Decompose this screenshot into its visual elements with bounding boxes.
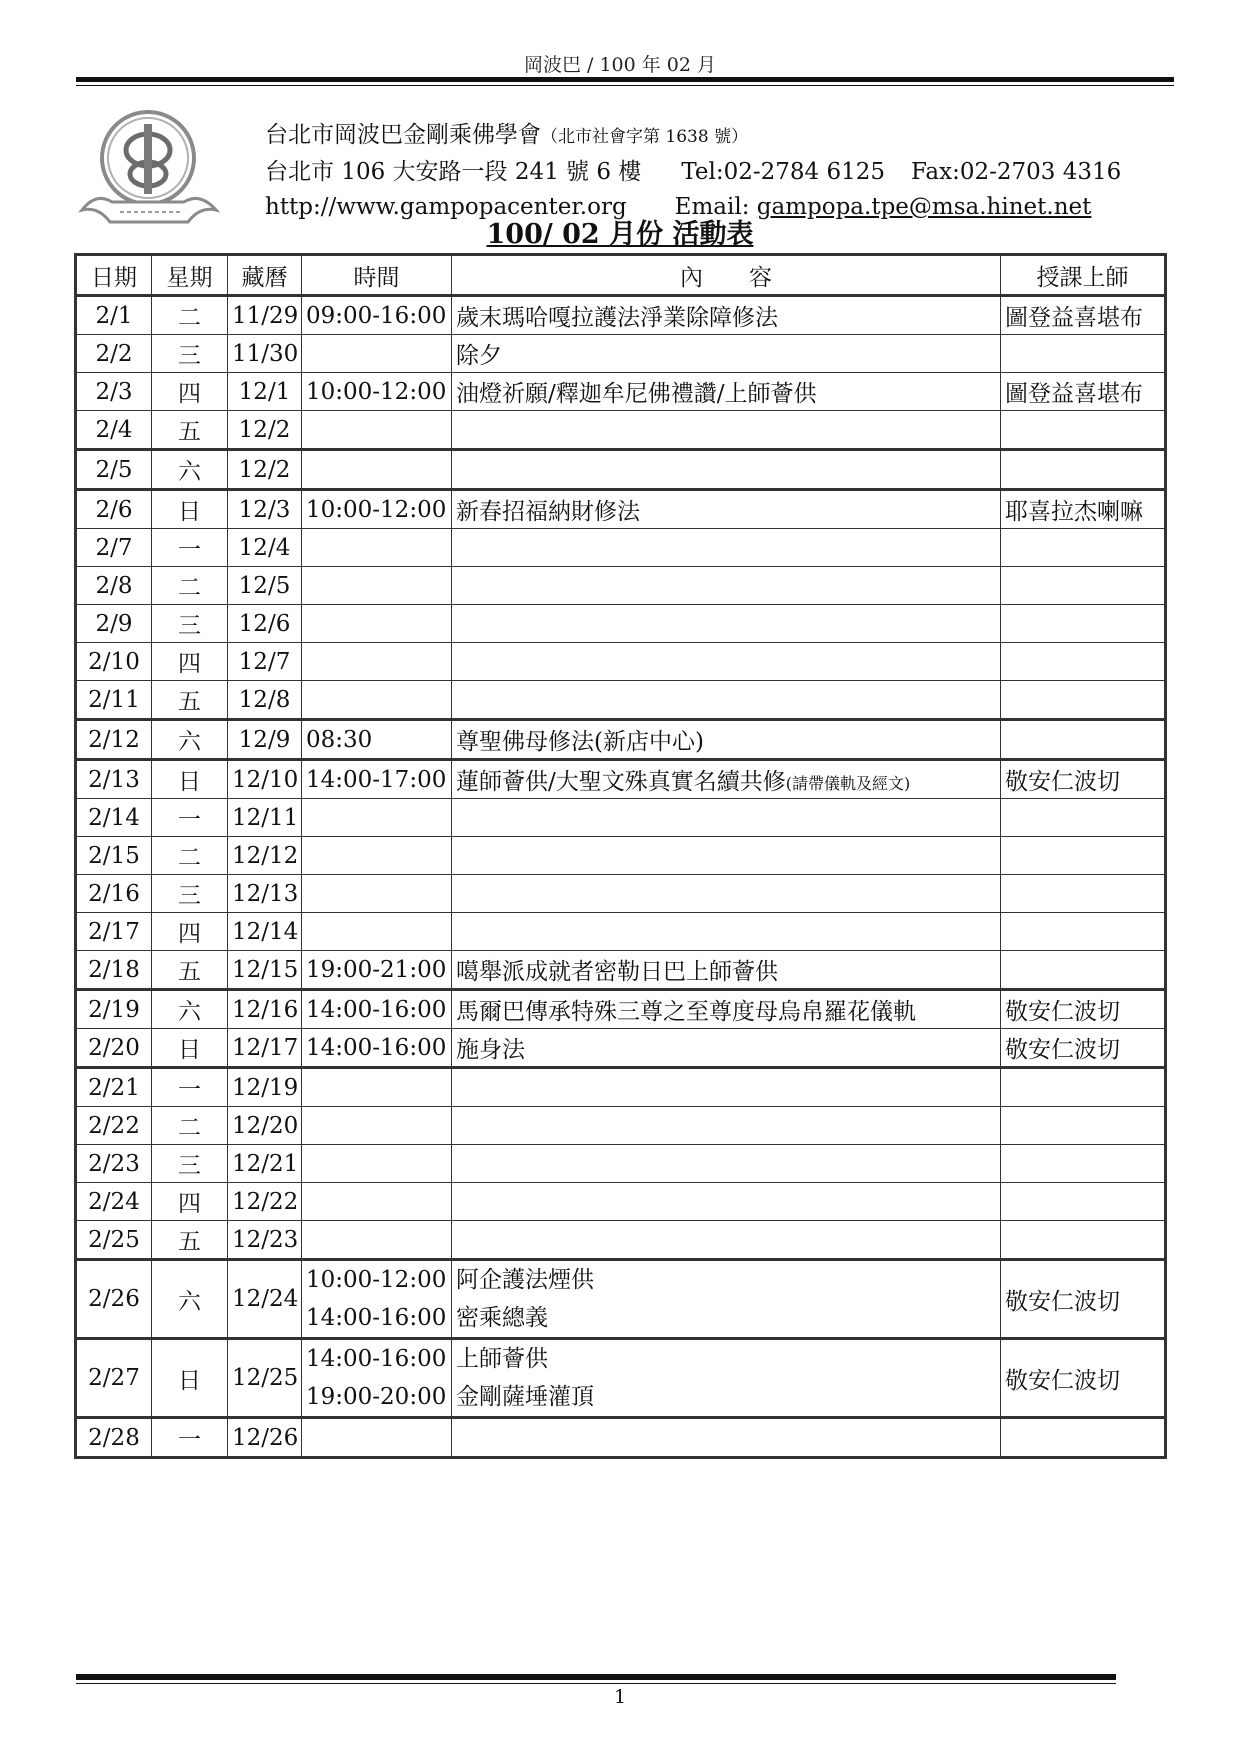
cell-day: 日 xyxy=(152,490,228,529)
cell-date: 2/26 xyxy=(76,1260,152,1339)
cell-content xyxy=(452,1221,1001,1260)
cell-time-line-2: 14:00-16:00 xyxy=(306,1305,447,1331)
cell-time xyxy=(302,1145,452,1183)
cell-teacher xyxy=(1001,913,1166,951)
organization-info xyxy=(265,118,1121,225)
content-note: (請帶儀軌及經文) xyxy=(785,774,911,793)
content-text: 蓮師薈供/大聖文殊真實名續共修 xyxy=(456,769,786,795)
cell-day: 一 xyxy=(152,799,228,837)
cell-day: 三 xyxy=(152,1145,228,1183)
running-header: 岡波巴 / 100 年 02 月 xyxy=(523,54,717,76)
cell-date: 2/23 xyxy=(76,1145,152,1183)
cell-tibetan-date: 12/17 xyxy=(228,1029,302,1068)
cell-content xyxy=(452,643,1001,681)
cell-content xyxy=(452,837,1001,875)
header-rule-thin xyxy=(76,85,1174,86)
schedule-table xyxy=(74,253,1167,1459)
cell-teacher xyxy=(1001,799,1166,837)
cell-time xyxy=(302,567,452,605)
cell-content-line-1: 上師薈供 xyxy=(456,1346,548,1372)
cell-content xyxy=(452,760,1001,799)
cell-content xyxy=(452,411,1001,450)
cell-time: 14:00-16:00 xyxy=(302,1029,452,1068)
cell-time xyxy=(302,1183,452,1221)
cell-date: 2/8 xyxy=(76,567,152,605)
cell-tibetan-date: 12/6 xyxy=(228,605,302,643)
cell-day: 五 xyxy=(152,681,228,720)
table-row xyxy=(76,643,1166,681)
table-row xyxy=(76,1145,1166,1183)
cell-content xyxy=(452,450,1001,490)
cell-date: 2/3 xyxy=(76,373,152,411)
cell-content-line-2: 金剛薩埵灌頂 xyxy=(456,1384,594,1410)
cell-teacher xyxy=(1001,450,1166,490)
table-row xyxy=(76,490,1166,529)
cell-day: 二 xyxy=(152,567,228,605)
cell-time: 10:00-12:00 xyxy=(302,490,452,529)
cell-content xyxy=(452,1068,1001,1107)
table-row xyxy=(76,529,1166,567)
cell-tibetan-date: 12/1 xyxy=(228,373,302,411)
header-day: 星期 xyxy=(152,255,228,296)
cell-time xyxy=(302,1339,452,1418)
cell-tibetan-date: 12/19 xyxy=(228,1068,302,1107)
cell-tibetan-date: 12/3 xyxy=(228,490,302,529)
cell-teacher xyxy=(1001,567,1166,605)
cell-time-line-1: 14:00-16:00 xyxy=(306,1346,447,1372)
cell-day: 三 xyxy=(152,335,228,373)
cell-date: 2/25 xyxy=(76,1221,152,1260)
cell-time: 14:00-17:00 xyxy=(302,760,452,799)
org-registration: （北市社會字第 1638 號） xyxy=(541,127,749,147)
cell-time xyxy=(302,335,452,373)
cell-date: 2/15 xyxy=(76,837,152,875)
cell-tibetan-date: 12/8 xyxy=(228,681,302,720)
cell-day: 一 xyxy=(152,529,228,567)
cell-day: 三 xyxy=(152,875,228,913)
cell-tibetan-date: 12/15 xyxy=(228,951,302,990)
cell-date: 2/27 xyxy=(76,1339,152,1418)
cell-day: 六 xyxy=(152,450,228,490)
cell-day: 五 xyxy=(152,411,228,450)
table-row xyxy=(76,990,1166,1029)
cell-teacher xyxy=(1001,1107,1166,1145)
table-row xyxy=(76,335,1166,373)
cell-time-line-1: 10:00-12:00 xyxy=(306,1267,447,1293)
header-date: 日期 xyxy=(76,255,152,296)
cell-tibetan-date: 12/24 xyxy=(228,1260,302,1339)
cell-date: 2/7 xyxy=(76,529,152,567)
table-row xyxy=(76,760,1166,799)
cell-teacher xyxy=(1001,529,1166,567)
cell-tibetan-date: 12/5 xyxy=(228,567,302,605)
org-fax: Fax:02-2703 4316 xyxy=(911,159,1122,185)
cell-content xyxy=(452,1183,1001,1221)
cell-day: 日 xyxy=(152,1029,228,1068)
cell-teacher: 耶喜拉杰喇嘛 xyxy=(1001,490,1166,529)
cell-date: 2/6 xyxy=(76,490,152,529)
cell-tibetan-date: 12/22 xyxy=(228,1183,302,1221)
table-row xyxy=(76,450,1166,490)
cell-teacher xyxy=(1001,951,1166,990)
cell-day: 五 xyxy=(152,1221,228,1260)
cell-content xyxy=(452,875,1001,913)
cell-teacher xyxy=(1001,875,1166,913)
table-row xyxy=(76,1029,1166,1068)
cell-date: 2/19 xyxy=(76,990,152,1029)
cell-date: 2/12 xyxy=(76,720,152,760)
cell-content-line-2: 密乘總義 xyxy=(456,1305,548,1331)
cell-teacher: 敬安仁波切 xyxy=(1001,1029,1166,1068)
cell-tibetan-date: 12/9 xyxy=(228,720,302,760)
cell-teacher: 敬安仁波切 xyxy=(1001,760,1166,799)
org-name: 台北市岡波巴金剛乘佛學會 xyxy=(265,122,541,148)
table-row xyxy=(76,837,1166,875)
footer-rule-thick xyxy=(76,1674,1116,1680)
cell-time xyxy=(302,1221,452,1260)
cell-time xyxy=(302,643,452,681)
header-content: 內 容 xyxy=(452,255,1001,296)
cell-date: 2/1 xyxy=(76,296,152,335)
cell-teacher xyxy=(1001,837,1166,875)
cell-teacher xyxy=(1001,335,1166,373)
cell-teacher: 敬安仁波切 xyxy=(1001,990,1166,1029)
cell-content xyxy=(452,1260,1001,1339)
cell-teacher: 圖登益喜堪布 xyxy=(1001,296,1166,335)
cell-day: 二 xyxy=(152,1107,228,1145)
header-teacher: 授課上師 xyxy=(1001,255,1166,296)
cell-teacher xyxy=(1001,1418,1166,1458)
cell-teacher xyxy=(1001,605,1166,643)
cell-tibetan-date: 12/12 xyxy=(228,837,302,875)
table-row xyxy=(76,567,1166,605)
cell-content xyxy=(452,567,1001,605)
cell-tibetan-date: 12/10 xyxy=(228,760,302,799)
org-website[interactable]: http://www.gampopacenter.org xyxy=(265,194,627,220)
cell-date: 2/22 xyxy=(76,1107,152,1145)
cell-teacher xyxy=(1001,643,1166,681)
cell-day: 四 xyxy=(152,1183,228,1221)
table-row xyxy=(76,720,1166,760)
cell-day: 四 xyxy=(152,643,228,681)
cell-time: 10:00-12:00 xyxy=(302,373,452,411)
cell-content xyxy=(452,1107,1001,1145)
cell-day: 一 xyxy=(152,1418,228,1458)
cell-date: 2/2 xyxy=(76,335,152,373)
cell-time xyxy=(302,1107,452,1145)
cell-date: 2/5 xyxy=(76,450,152,490)
table-row xyxy=(76,1183,1166,1221)
table-row xyxy=(76,913,1166,951)
table-row xyxy=(76,1068,1166,1107)
cell-time xyxy=(302,1068,452,1107)
cell-date: 2/13 xyxy=(76,760,152,799)
cell-content: 油燈祈願/釋迦牟尼佛禮讚/上師薈供 xyxy=(452,373,1001,411)
org-address: 台北市 106 大安路一段 241 號 6 樓 xyxy=(265,159,642,185)
cell-tibetan-date: 12/2 xyxy=(228,450,302,490)
table-row xyxy=(76,1260,1166,1339)
page-number: 1 xyxy=(613,1686,627,1708)
cell-time xyxy=(302,1260,452,1339)
org-email-label: Email: xyxy=(674,194,750,220)
cell-day: 二 xyxy=(152,296,228,335)
cell-tibetan-date: 12/4 xyxy=(228,529,302,567)
table-row xyxy=(76,681,1166,720)
cell-day: 六 xyxy=(152,1260,228,1339)
cell-date: 2/11 xyxy=(76,681,152,720)
cell-time: 08:30 xyxy=(302,720,452,760)
table-header-row xyxy=(76,255,1166,296)
cell-time xyxy=(302,837,452,875)
cell-time xyxy=(302,411,452,450)
cell-day: 一 xyxy=(152,1068,228,1107)
cell-date: 2/4 xyxy=(76,411,152,450)
cell-time xyxy=(302,605,452,643)
cell-tibetan-date: 12/21 xyxy=(228,1145,302,1183)
table-row xyxy=(76,799,1166,837)
cell-date: 2/20 xyxy=(76,1029,152,1068)
cell-date: 2/28 xyxy=(76,1418,152,1458)
table-row xyxy=(76,296,1166,335)
cell-date: 2/9 xyxy=(76,605,152,643)
cell-tibetan-date: 12/23 xyxy=(228,1221,302,1260)
header-tibetan: 藏曆 xyxy=(228,255,302,296)
table-row xyxy=(76,373,1166,411)
cell-date: 2/18 xyxy=(76,951,152,990)
cell-time: 19:00-21:00 xyxy=(302,951,452,990)
cell-content xyxy=(452,529,1001,567)
cell-tibetan-date: 12/14 xyxy=(228,913,302,951)
cell-content xyxy=(452,681,1001,720)
cell-day: 五 xyxy=(152,951,228,990)
cell-day: 六 xyxy=(152,990,228,1029)
table-row xyxy=(76,951,1166,990)
org-tel: Tel:02-2784 6125 xyxy=(681,159,885,185)
cell-tibetan-date: 12/13 xyxy=(228,875,302,913)
cell-teacher: 敬安仁波切 xyxy=(1001,1339,1166,1418)
org-email-link[interactable]: gampopa.tpe@msa.hinet.net xyxy=(756,194,1092,220)
cell-content xyxy=(452,605,1001,643)
cell-time-line-2: 19:00-20:00 xyxy=(306,1384,447,1410)
cell-content xyxy=(452,1418,1001,1458)
cell-time xyxy=(302,681,452,720)
table-row xyxy=(76,1107,1166,1145)
cell-day: 二 xyxy=(152,837,228,875)
cell-content-line-1: 阿企護法煙供 xyxy=(456,1267,594,1293)
cell-content xyxy=(452,799,1001,837)
cell-tibetan-date: 12/11 xyxy=(228,799,302,837)
cell-date: 2/14 xyxy=(76,799,152,837)
cell-date: 2/24 xyxy=(76,1183,152,1221)
cell-tibetan-date: 12/20 xyxy=(228,1107,302,1145)
cell-day: 日 xyxy=(152,760,228,799)
cell-teacher xyxy=(1001,411,1166,450)
cell-content: 噶舉派成就者密勒日巴上師薈供 xyxy=(452,951,1001,990)
cell-teacher xyxy=(1001,1221,1166,1260)
cell-content xyxy=(452,1339,1001,1418)
table-row xyxy=(76,605,1166,643)
table-row xyxy=(76,875,1166,913)
cell-day: 四 xyxy=(152,913,228,951)
cell-time xyxy=(302,450,452,490)
cell-tibetan-date: 11/30 xyxy=(228,335,302,373)
cell-time xyxy=(302,875,452,913)
table-row xyxy=(76,411,1166,450)
cell-time xyxy=(302,913,452,951)
cell-time xyxy=(302,799,452,837)
cell-day: 日 xyxy=(152,1339,228,1418)
cell-tibetan-date: 12/16 xyxy=(228,990,302,1029)
cell-tibetan-date: 12/26 xyxy=(228,1418,302,1458)
cell-teacher xyxy=(1001,1183,1166,1221)
cell-date: 2/10 xyxy=(76,643,152,681)
cell-day: 三 xyxy=(152,605,228,643)
cell-teacher: 敬安仁波切 xyxy=(1001,1260,1166,1339)
header-time: 時間 xyxy=(302,255,452,296)
cell-teacher: 圖登益喜堪布 xyxy=(1001,373,1166,411)
cell-teacher xyxy=(1001,1068,1166,1107)
cell-content: 馬爾巴傳承特殊三尊之至尊度母烏帛羅花儀軌 xyxy=(452,990,1001,1029)
cell-content: 新春招福納財修法 xyxy=(452,490,1001,529)
header-rule-thick xyxy=(76,77,1174,82)
cell-content: 歲末瑪哈嘎拉護法淨業除障修法 xyxy=(452,296,1001,335)
cell-content: 尊聖佛母修法(新店中心) xyxy=(452,720,1001,760)
cell-date: 2/21 xyxy=(76,1068,152,1107)
footer-rule-thin xyxy=(76,1683,1116,1684)
cell-time xyxy=(302,529,452,567)
cell-teacher xyxy=(1001,681,1166,720)
cell-teacher xyxy=(1001,720,1166,760)
cell-content: 除夕 xyxy=(452,335,1001,373)
cell-content: 施身法 xyxy=(452,1029,1001,1068)
cell-date: 2/17 xyxy=(76,913,152,951)
cell-tibetan-date: 12/25 xyxy=(228,1339,302,1418)
cell-teacher xyxy=(1001,1145,1166,1183)
table-row xyxy=(76,1418,1166,1458)
page-title: 100/ 02 月份 活動表 xyxy=(486,219,754,250)
table-row xyxy=(76,1339,1166,1418)
cell-day: 六 xyxy=(152,720,228,760)
cell-time: 09:00-16:00 xyxy=(302,296,452,335)
cell-date: 2/16 xyxy=(76,875,152,913)
cell-tibetan-date: 12/7 xyxy=(228,643,302,681)
cell-time: 14:00-16:00 xyxy=(302,990,452,1029)
cell-tibetan-date: 11/29 xyxy=(228,296,302,335)
cell-content xyxy=(452,913,1001,951)
cell-content xyxy=(452,1145,1001,1183)
cell-time xyxy=(302,1418,452,1458)
table-row xyxy=(76,1221,1166,1260)
cell-day: 四 xyxy=(152,373,228,411)
cell-tibetan-date: 12/2 xyxy=(228,411,302,450)
